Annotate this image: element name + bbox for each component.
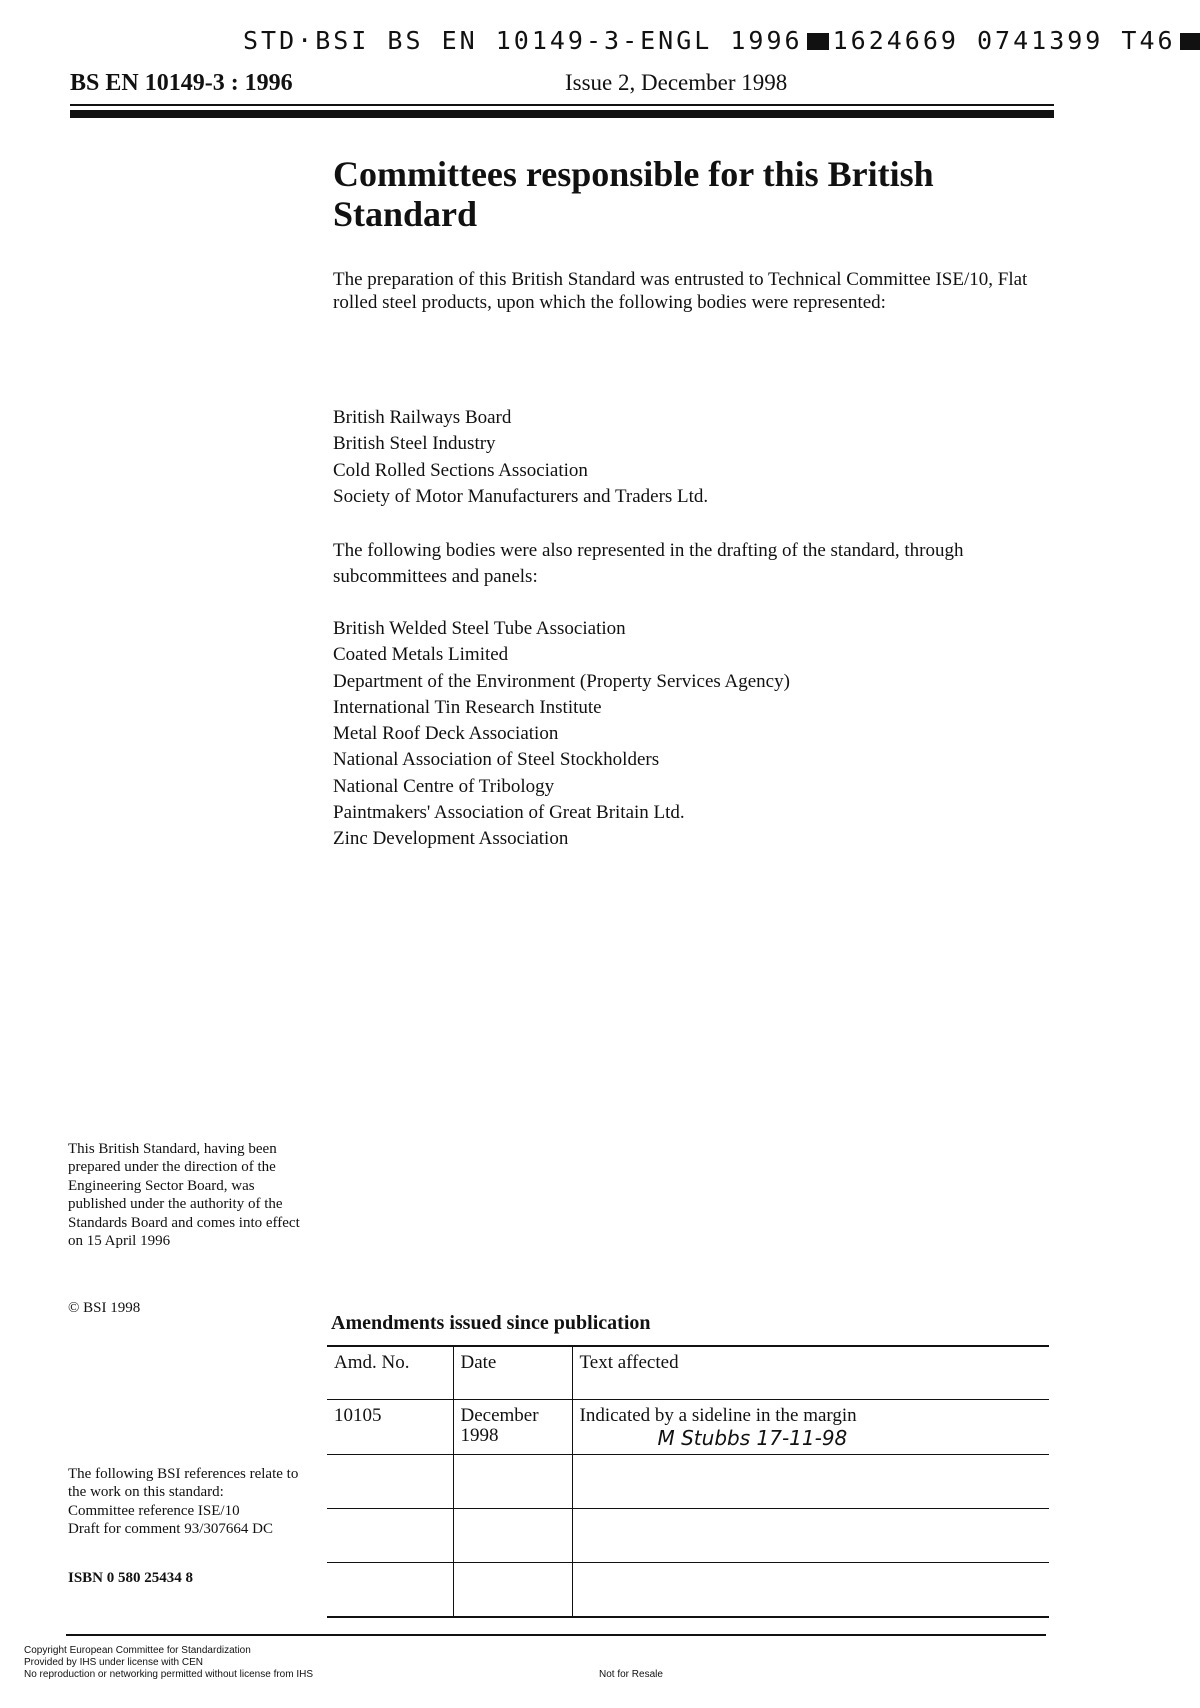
stamp-text-1: STD·BSI BS EN 10149-3-ENGL 1996: [243, 26, 803, 55]
list-item: Department of the Environment (Property Services Agency): [333, 670, 790, 692]
footer-line: No reproduction or networking permitted without license from IHS: [24, 1669, 314, 1680]
committee-bodies-list: [333, 405, 708, 510]
stamp-block-2: [1180, 33, 1200, 50]
list-item: International Tin Research Institute: [333, 696, 602, 718]
list-item: Coated Metals Limited: [333, 644, 509, 666]
header-rule-thick: [70, 110, 1054, 118]
amendments-table: [327, 1345, 1049, 1618]
isbn: ISBN 0 580 25434 8: [68, 1570, 194, 1586]
empty-cell: [572, 1509, 1049, 1563]
empty-cell: [327, 1563, 453, 1617]
text-affected-value: Indicated by a sideline in the margin: [579, 1405, 857, 1426]
header-text-affected: Text affected: [572, 1346, 1049, 1400]
empty-cell: [453, 1563, 572, 1617]
amendments-title: Amendments issued since publication: [331, 1312, 651, 1334]
draft-reference: Draft for comment 93/307664 DC: [68, 1521, 273, 1538]
empty-cell: [453, 1509, 572, 1563]
list-item: British Railways Board: [333, 407, 512, 428]
empty-cell: [327, 1455, 453, 1509]
copyright-notice: © BSI 1998: [68, 1300, 141, 1316]
table-row: [327, 1509, 1049, 1563]
table-row: [327, 1563, 1049, 1617]
list-item: Society of Motor Manufacturers and Traders Ltd.: [333, 485, 709, 507]
list-item: Paintmakers' Association of Great Britain Ltd.: [333, 802, 685, 824]
not-for-resale: Not for Resale: [599, 1669, 663, 1680]
scan-stamp: [243, 26, 1200, 55]
empty-cell: [572, 1563, 1049, 1617]
date-cell: December 1998: [453, 1400, 572, 1455]
document-id: BS EN 10149-3 : 1996: [70, 70, 293, 96]
also-represented-paragraph: The following bodies were also represented in the drafting of the standard, through subcommittees and panels:: [333, 540, 964, 587]
refs-intro: The following BSI references relate to the work on this standard:: [68, 1466, 299, 1501]
amd-no-cell: 10105: [327, 1400, 453, 1455]
issue-date: Issue 2, December 1998: [565, 70, 788, 95]
footer-line: Provided by IHS under license with CEN: [24, 1657, 203, 1668]
table-row: [327, 1400, 1049, 1455]
table-header-row: [327, 1346, 1049, 1400]
footer-line: Copyright European Committee for Standardization: [24, 1645, 251, 1656]
text-affected-cell: [572, 1400, 1049, 1455]
table-row: [327, 1455, 1049, 1509]
stamp-text-2: 1624669 0741399 T46: [832, 26, 1176, 55]
page-title: Committees responsible for this British Standard: [333, 154, 934, 234]
footer-rule: [66, 1634, 1046, 1636]
stamp-block-1: [807, 33, 829, 50]
list-item: National Centre of Tribology: [333, 775, 555, 797]
list-item: Metal Roof Deck Association: [333, 723, 559, 745]
empty-cell: [453, 1455, 572, 1509]
list-item: British Steel Industry: [333, 433, 496, 455]
header-amd-no: Amd. No.: [327, 1346, 453, 1400]
committee-reference: Committee reference ISE/10: [68, 1502, 240, 1519]
empty-cell: [572, 1455, 1049, 1509]
empty-cell: [327, 1509, 453, 1563]
list-item: Cold Rolled Sections Association: [333, 459, 588, 481]
header-date: Date: [453, 1346, 572, 1400]
list-item: British Welded Steel Tube Association: [333, 618, 626, 639]
list-item: Zinc Development Association: [333, 828, 569, 850]
bsi-references: [68, 1465, 308, 1539]
list-item: National Association of Steel Stockholders: [333, 749, 660, 771]
intro-paragraph: The preparation of this British Standard was entrusted to Technical Committee ISE/10, Flat rolled steel products, upon which the following bodies were represented:: [333, 269, 1028, 313]
header-rule-thin: [70, 104, 1054, 106]
publication-note: This British Standard, having been prepared under the direction of the Engineering Sector Board, was published under the authority of the Standards Board and comes into effect on 15 April 1996: [68, 1141, 300, 1250]
license-footer: [24, 1645, 313, 1681]
handwritten-signature: M Stubbs 17-11-98: [657, 1426, 848, 1450]
also-bodies-list: [333, 616, 790, 853]
